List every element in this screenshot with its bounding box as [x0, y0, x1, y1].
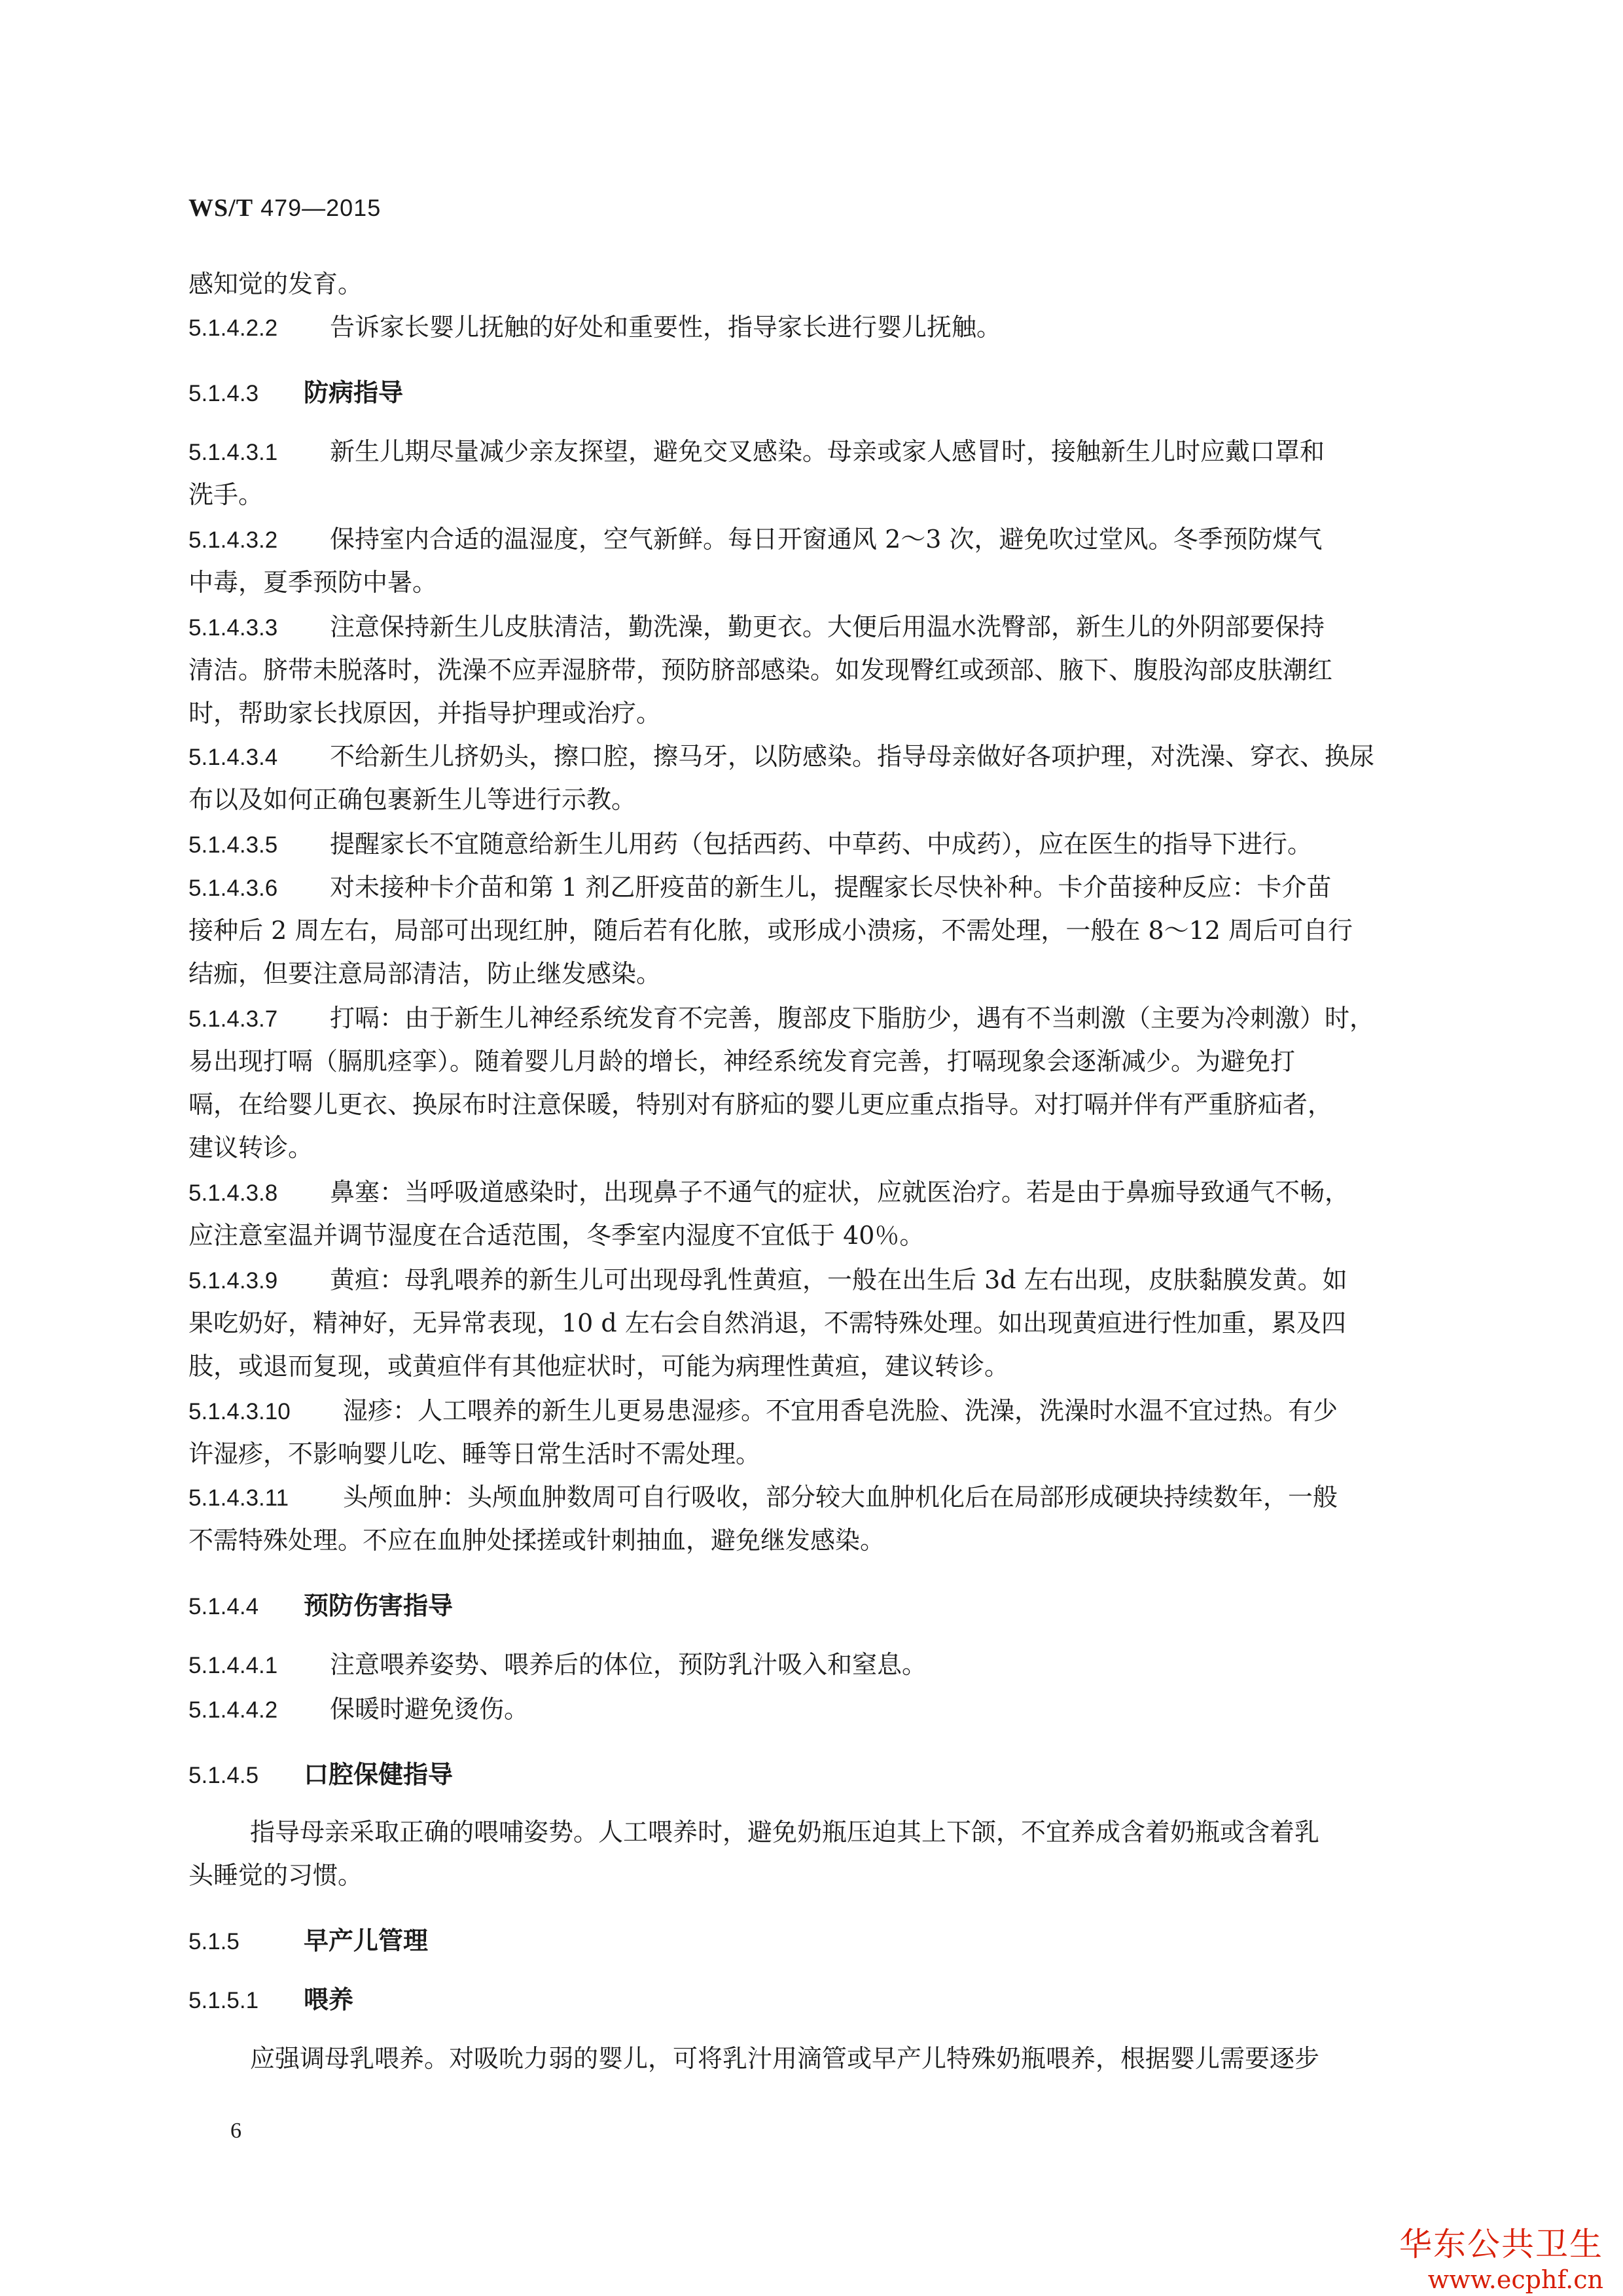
line-text: 告诉家长婴儿抚触的好处和重要性，指导家长进行婴儿抚触。 — [330, 313, 1002, 342]
clause-number: 5.1.5 — [188, 1929, 240, 1954]
clause-number: 5.1.4.4.1 — [188, 1653, 278, 1678]
text-line — [188, 915, 1353, 946]
clause-number: 5.1.4.3.6 — [188, 875, 278, 901]
clause-number: 5.1.4.3.4 — [188, 745, 278, 770]
line-text: 果吃奶好，精神好，无异常表现，10 d 左右会自然消退，不需特殊处理。如出现黄疸进行性加重，累及四 — [188, 1309, 1346, 1337]
text-line — [188, 1307, 1346, 1339]
heading-text: 预防伤害指导 — [304, 1591, 454, 1620]
line-text: 感知觉的发育。 — [188, 270, 363, 298]
text-line — [188, 958, 661, 989]
line-text: 应强调母乳喂养。对吸吮力弱的婴儿，可将乳汁用滴管或早产儿特殊奶瓶喂养，根据婴儿需要逐步 — [250, 2044, 1320, 2073]
section-heading — [188, 1925, 428, 1958]
clause-number: 5.1.4.3.5 — [188, 832, 278, 858]
line-text: 注意保持新生儿皮肤清洁，勤洗澡，勤更衣。大便后用温水洗臀部，新生儿的外阴部要保持 — [330, 612, 1325, 641]
text-line — [188, 611, 1325, 644]
text-line — [188, 1481, 1338, 1514]
text-line — [188, 1132, 313, 1163]
section-heading — [188, 377, 403, 410]
line-text: 应注意室温并调节湿度在合适范围，冬季室内湿度不宜低于 40％。 — [188, 1221, 925, 1250]
clause-number: 5.1.4.3.2 — [188, 527, 278, 553]
text-line — [188, 872, 1331, 904]
text-line — [188, 1002, 1374, 1035]
clause-number: 5.1.4.2.2 — [188, 315, 278, 341]
line-text: 新生儿期尽量减少亲友探望，避免交叉感染。母亲或家人感冒时，接触新生儿时应戴口罩和 — [330, 437, 1325, 466]
clause-number: 5.1.4.3.3 — [188, 615, 278, 641]
line-text: 对未接种卡介苗和第 1 剂乙肝疫苗的新生儿，提醒家长尽快补种。卡介苗接种反应：卡介苗 — [330, 873, 1332, 902]
standard-code: WS/T — [188, 194, 254, 222]
text-line — [188, 1649, 927, 1682]
clause-number: 5.1.4.3.10 — [188, 1399, 291, 1424]
text-line — [188, 654, 1332, 686]
clause-number: 5.1.4.3.9 — [188, 1268, 278, 1294]
text-line — [188, 1860, 363, 1891]
line-text: 头颅血肿：头颅血肿数周可自行吸收，部分较大血肿机化后在局部形成硬块持续数年，一般 — [343, 1483, 1338, 1511]
clause-number: 5.1.4.4.2 — [188, 1697, 278, 1723]
clause-number: 5.1.4.4 — [188, 1594, 259, 1619]
text-line — [188, 1693, 529, 1726]
line-text: 嗝，在给婴儿更衣、换尿布时注意保暖，特别对有脐疝的婴儿更应重点指导。对打嗝并伴有严重脐疝者， — [188, 1090, 1333, 1119]
line-text: 注意喂养姿势、喂养后的体位，预防乳汁吸入和窒息。 — [330, 1650, 927, 1679]
line-text: 布以及如何正确包裹新生儿等进行示教。 — [188, 785, 637, 814]
text-line — [188, 1176, 1349, 1209]
text-line — [188, 1220, 924, 1251]
text-line — [188, 1395, 1338, 1428]
line-text: 保暖时避免烫伤。 — [330, 1695, 529, 1723]
text-line — [188, 523, 1323, 556]
watermark-title: 华东公共卫生 — [1399, 2225, 1603, 2263]
line-text: 肢，或退而复现，或黄疸伴有其他症状时，可能为病理性黄疸，建议转诊。 — [188, 1352, 1010, 1381]
line-text: 建议转诊。 — [188, 1133, 313, 1162]
text-line — [188, 1351, 1009, 1382]
text-line — [188, 698, 661, 729]
line-text: 提醒家长不宜随意给新生儿用药（包括西药、中草药、中成药），应在医生的指导下进行。 — [330, 830, 1313, 858]
text-line — [188, 828, 1312, 861]
heading-text: 喂养 — [304, 1985, 354, 2014]
clause-number: 5.1.4.3.8 — [188, 1180, 278, 1206]
text-line — [188, 436, 1325, 468]
line-text: 不给新生儿挤奶头，擦口腔，擦马牙，以防感染。指导母亲做好各项护理，对洗澡、穿衣、换尿 — [330, 742, 1375, 771]
text-line — [188, 741, 1374, 773]
text-line — [188, 1264, 1347, 1297]
text-line — [188, 784, 636, 815]
line-text: 接种后 2 周左右，局部可出现红肿，随后若有化脓，或形成小溃疡，不需处理，一般在 8～12 周后可自行 — [188, 916, 1353, 945]
page-number: 6 — [230, 2119, 241, 2143]
line-text: 黄疸：母乳喂养的新生儿可出现母乳性黄疸，一般在出生后 3d 左右出现，皮肤黏膜发黄。如 — [330, 1265, 1347, 1294]
line-text: 易出现打嗝（膈肌痉挛）。随着婴儿月龄的增长，神经系统发育完善，打嗝现象会逐渐减少。为避免打 — [188, 1047, 1296, 1076]
text-line — [250, 1816, 1319, 1848]
text-line — [188, 311, 1001, 344]
line-text: 结痂，但要注意局部清洁，防止继发感染。 — [188, 959, 662, 988]
standard-number-header — [188, 194, 381, 222]
text-line — [188, 479, 263, 510]
line-text: 时，帮助家长找原因，并指导护理或治疗。 — [188, 699, 662, 728]
clause-number: 5.1.4.3 — [188, 381, 259, 406]
text-line — [250, 2043, 1319, 2074]
line-text: 清洁。脐带未脱落时，洗澡不应弄湿脐带，预防脐部感染。如发现臀红或颈部、腋下、腹股沟部皮肤潮红 — [188, 656, 1333, 684]
clause-number: 5.1.4.3.7 — [188, 1006, 278, 1032]
text-line — [188, 1438, 760, 1470]
line-text: 许湿疹，不影响婴儿吃、睡等日常生活时不需处理。 — [188, 1439, 761, 1468]
watermark — [1399, 2225, 1603, 2295]
heading-text: 口腔保健指导 — [304, 1760, 454, 1789]
watermark-url: www.ecphf.cn — [1427, 2265, 1603, 2294]
line-text: 指导母亲采取正确的喂哺姿势。人工喂养时，避免奶瓶压迫其上下颌，不宜养成含着奶瓶或含着乳 — [250, 1818, 1320, 1846]
section-heading — [188, 1759, 453, 1792]
line-text: 洗手。 — [188, 480, 264, 509]
clause-number: 5.1.4.3.1 — [188, 440, 278, 465]
heading-text: 防病指导 — [304, 378, 404, 407]
section-heading — [188, 1590, 453, 1623]
text-line — [188, 1525, 885, 1556]
line-text: 保持室内合适的温湿度，空气新鲜。每日开窗通风 2～3 次，避免吹过堂风。冬季预防煤气 — [330, 525, 1323, 554]
line-text: 中毒，夏季预防中暑。 — [188, 568, 438, 597]
section-heading — [188, 1984, 353, 2017]
text-line — [188, 1089, 1332, 1120]
line-text: 鼻塞：当呼吸道感染时，出现鼻子不通气的症状，应就医治疗。若是由于鼻痂导致通气不畅， — [330, 1178, 1350, 1207]
text-line — [188, 1046, 1295, 1077]
line-text: 不需特殊处理。不应在血肿处揉搓或针刺抽血，避免继发感染。 — [188, 1526, 885, 1555]
clause-number: 5.1.4.3.11 — [188, 1485, 289, 1511]
line-text: 湿疹：人工喂养的新生儿更易患湿疹。不宜用香皂洗脸、洗澡，洗澡时水温不宜过热。有少 — [343, 1396, 1338, 1425]
text-line — [188, 268, 363, 300]
clause-number: 5.1.5.1 — [188, 1988, 259, 2013]
line-text: 打嗝：由于新生儿神经系统发育不完善，腹部皮下脂肪少，遇有不当刺激（主要为冷刺激）时， — [330, 1004, 1375, 1033]
heading-text: 早产儿管理 — [304, 1926, 429, 1955]
standard-year: 479—2015 — [260, 194, 382, 221]
line-text: 头睡觉的习惯。 — [188, 1861, 363, 1890]
text-line — [188, 567, 437, 598]
clause-number: 5.1.4.5 — [188, 1763, 259, 1788]
